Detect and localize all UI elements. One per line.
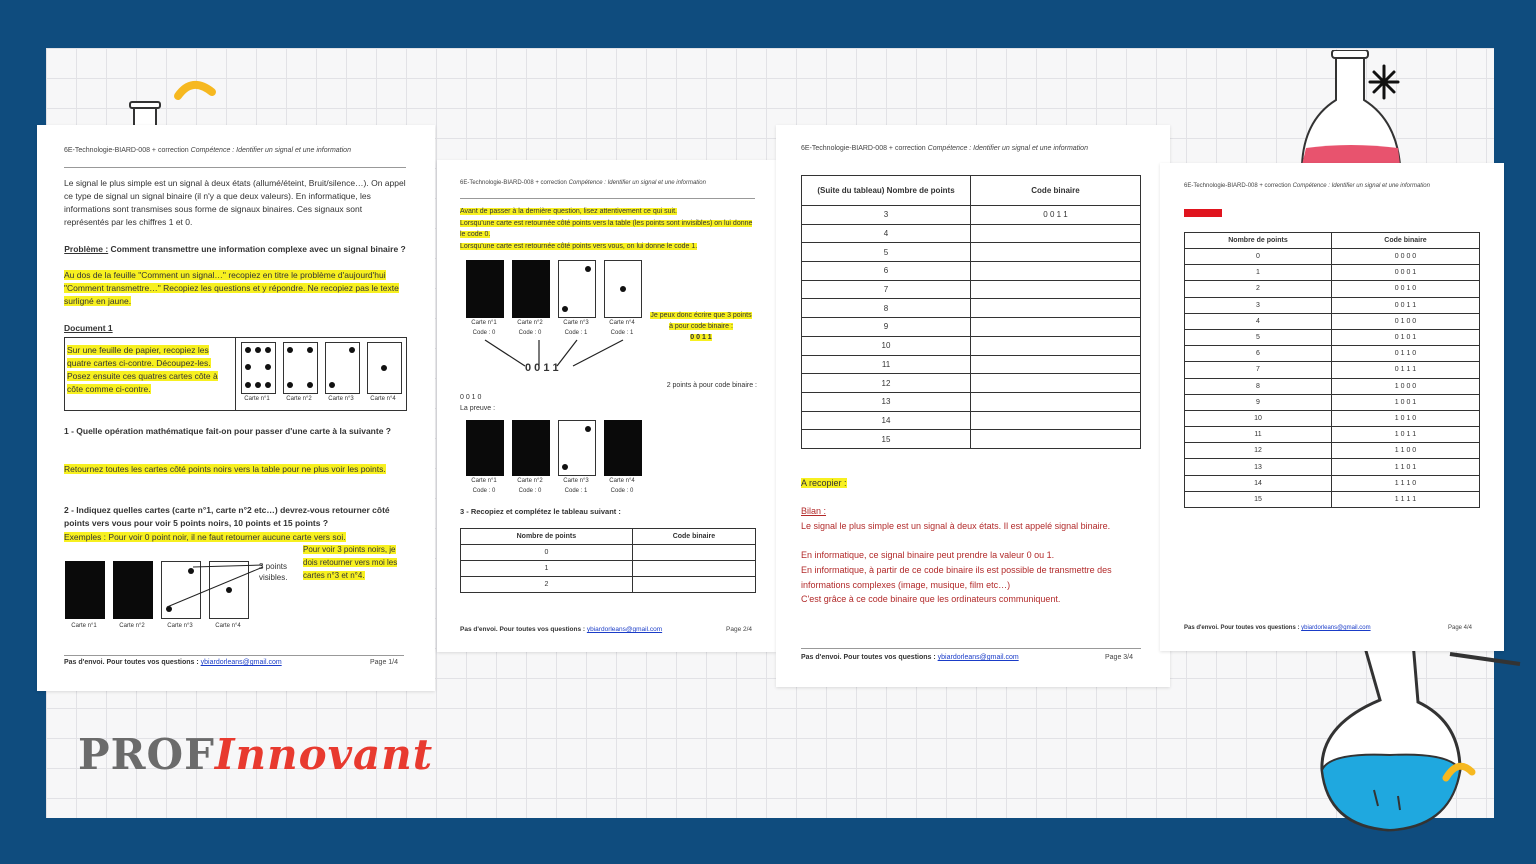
table-row xyxy=(1185,410,1480,426)
card-1 xyxy=(241,342,276,394)
card-label: Carte n°3 xyxy=(167,623,193,629)
page-header xyxy=(460,180,706,186)
question-3: 3 - Recopiez et complétez le tableau suivant : xyxy=(460,507,621,516)
table-cell xyxy=(971,392,1141,411)
table-cell: 4 xyxy=(802,224,971,243)
table-cell: 6 xyxy=(802,262,971,281)
table-cell: 1 xyxy=(461,561,633,577)
example-highlight: Exemples : Pour voir 0 point noir, il ne faut retourner aucune carte vers soi. xyxy=(64,532,346,542)
card-code: Code : 0 xyxy=(518,488,542,494)
document-page-3 xyxy=(776,125,1170,687)
table-row xyxy=(802,280,1141,299)
note-2: 2 points à pour code binaire : xyxy=(666,382,757,389)
preuve-label: La preuve : xyxy=(460,405,496,412)
table-row xyxy=(1185,378,1480,394)
col-header: (Suite du tableau) Nombre de points xyxy=(802,176,971,206)
bilan-line: Le signal le plus simple est un signal à deux états. Il est appelé signal binaire. xyxy=(801,521,1111,531)
card-2-flipped xyxy=(113,561,153,619)
col-header: Nombre de points xyxy=(1185,233,1332,249)
table-cell: 11 xyxy=(802,355,971,374)
table-row xyxy=(1185,329,1480,345)
footer-email-link[interactable]: ybiardorleans@gmail.com xyxy=(937,654,1019,661)
table-cell: 3 xyxy=(1185,297,1332,313)
table-cell: 0 0 1 1 xyxy=(971,206,1141,225)
table-cell: 2 xyxy=(461,577,633,593)
highlight-line-3 xyxy=(460,241,755,252)
note-1-highlight: Je peux donc écrire que 3 points à pour code binaire : xyxy=(650,312,752,330)
example-2-highlight: Pour voir 3 points noirs, je dois retourner vers moi les cartes n°3 et n°4. xyxy=(303,545,398,580)
question-1: 1 - Quelle opération mathématique fait-on pour passer d'une carte à la suivante ? xyxy=(64,426,391,436)
header-competence: Compétence : Identifier un signal et une information xyxy=(1292,183,1430,189)
card-4 xyxy=(367,342,402,394)
table-row xyxy=(802,392,1141,411)
table-row xyxy=(1185,346,1480,362)
card-4-flipped xyxy=(604,420,642,476)
table-cell: 0 xyxy=(1185,249,1332,265)
table-cell: 0 0 0 0 xyxy=(1332,249,1480,265)
card-4-visible xyxy=(604,260,642,318)
flask-blue-icon xyxy=(1300,630,1530,835)
footer-rule xyxy=(801,648,1141,649)
intro-text: Le signal le plus simple est un signal à deux états (allumé/éteint, Bruit/silence…). On appel ce type de signal un signal binaire (il n'y a que deux valeurs). En informatique, les informations sont transmises sous forme de signaux binaires. Ces signaux sont représentés par les chiffres 1 et 0. xyxy=(64,178,406,227)
table-row xyxy=(1185,491,1480,507)
table-row xyxy=(461,545,756,561)
page-header xyxy=(801,145,1088,152)
card-1-flipped xyxy=(466,420,504,476)
card-label: Carte n°1 xyxy=(471,478,497,484)
card-2 xyxy=(283,342,318,394)
document-page-4 xyxy=(1160,163,1504,651)
page-footer xyxy=(801,654,1019,661)
document-divider xyxy=(235,338,236,410)
header-competence: Compétence : Identifier un signal et une information xyxy=(927,145,1088,152)
table-cell: 2 xyxy=(1185,281,1332,297)
table-row xyxy=(802,243,1141,262)
table-cell: 10 xyxy=(1185,410,1332,426)
header-rule xyxy=(460,198,755,199)
table-cell: 0 0 1 0 xyxy=(1332,281,1480,297)
points-table-continued xyxy=(801,175,1141,449)
binary-table-correction xyxy=(1184,232,1480,508)
table-cell: 9 xyxy=(802,318,971,337)
col-header: Code binaire xyxy=(971,176,1141,206)
table-row xyxy=(802,262,1141,281)
probleme-label: Problème : xyxy=(64,244,109,254)
table-row xyxy=(461,577,756,593)
card-code: Code : 0 xyxy=(518,330,542,336)
page-header xyxy=(64,147,351,154)
header-prefix: 6E-Technologie-BIARD-008 + correction xyxy=(1184,183,1293,189)
card-label: Carte n°2 xyxy=(517,478,543,484)
card-label: Carte n°4 xyxy=(609,320,635,326)
bilan-line: En informatique, ce signal binaire peut prendre la valeur 0 ou 1. xyxy=(801,550,1055,560)
card-label: Carte n°3 xyxy=(563,320,589,326)
card-label: Carte n°1 xyxy=(244,396,270,402)
table-cell: 1 1 0 0 xyxy=(1332,443,1480,459)
table-cell: 0 1 0 1 xyxy=(1332,329,1480,345)
bilan-label: Bilan : xyxy=(801,506,827,516)
table-row xyxy=(1185,443,1480,459)
header-prefix: 6E-Technologie-BIARD-008 + correction xyxy=(460,180,569,186)
footer-rule xyxy=(64,655,404,656)
table-row xyxy=(802,336,1141,355)
answer-1-highlight: Retournez toutes les cartes côté points noirs vers la table pour ne plus voir les points. xyxy=(64,464,386,474)
table-cell: 0 1 1 0 xyxy=(1332,346,1480,362)
highlight-2: Lorsqu'une carte est retournée côté points vers la table (les points sont invisibles) on lui donne le code 0. xyxy=(460,220,753,238)
footer-email-link[interactable]: ybiardorleans@gmail.com xyxy=(200,659,282,666)
table-cell: 4 xyxy=(1185,313,1332,329)
table-row xyxy=(1185,313,1480,329)
header-competence: Compétence : Identifier un signal et une information xyxy=(568,180,706,186)
points-table xyxy=(460,528,756,593)
document-page-1 xyxy=(37,125,435,691)
table-cell: 1 1 1 1 xyxy=(1332,491,1480,507)
table-cell xyxy=(971,374,1141,393)
header-prefix: 6E-Technologie-BIARD-008 + correction xyxy=(64,147,191,154)
table-row xyxy=(802,206,1141,225)
card-label: Carte n°1 xyxy=(71,623,97,629)
table-row xyxy=(1185,281,1480,297)
probleme-text xyxy=(64,243,406,256)
recopier-highlight: A recopier : xyxy=(801,478,847,488)
table-row xyxy=(802,374,1141,393)
probleme-question: Comment transmettre une information complexe avec un signal binaire ? xyxy=(108,244,406,254)
table-cell: 14 xyxy=(1185,475,1332,491)
card-code: Code : 1 xyxy=(610,330,634,336)
example-2-text xyxy=(303,543,407,582)
card-label: Carte n°4 xyxy=(215,623,241,629)
table-cell: 6 xyxy=(1185,346,1332,362)
table-cell: 1 0 1 0 xyxy=(1332,410,1480,426)
table-cell: 13 xyxy=(1185,459,1332,475)
table-cell xyxy=(971,280,1141,299)
table-cell: 0 1 1 1 xyxy=(1332,362,1480,378)
table-cell: 11 xyxy=(1185,427,1332,443)
highlight-line-2 xyxy=(460,218,755,240)
bilan-line: En informatique, à partir de ce code binaire ils est possible de transmettre des informations complexes (image, musique, film etc…) xyxy=(801,565,1112,590)
table-cell: 0 1 0 0 xyxy=(1332,313,1480,329)
card-3 xyxy=(325,342,360,394)
table-cell xyxy=(971,243,1141,262)
note-2-code: 0 0 1 0 xyxy=(460,394,482,401)
page-number: Page 2/4 xyxy=(726,626,753,633)
table-cell: 1 0 1 1 xyxy=(1332,427,1480,443)
page-footer xyxy=(460,626,662,633)
card-label: Carte n°4 xyxy=(609,478,635,484)
table-row xyxy=(1185,265,1480,281)
table-cell xyxy=(632,577,755,593)
card-1-flipped xyxy=(466,260,504,318)
col-header: Nombre de points xyxy=(461,529,633,545)
page-number: Page 3/4 xyxy=(1105,654,1134,661)
highlight-line-1 xyxy=(460,206,755,217)
arrows-3-points xyxy=(157,557,267,621)
card-code: Code : 1 xyxy=(564,330,588,336)
table-row xyxy=(461,561,756,577)
table-cell: 1 0 0 0 xyxy=(1332,378,1480,394)
card-label: Carte n°2 xyxy=(119,623,145,629)
table-cell: 0 0 0 1 xyxy=(1332,265,1480,281)
table-cell: 10 xyxy=(802,336,971,355)
footer-text: Pas d'envoi. Pour toutes vos questions : xyxy=(801,654,938,661)
table-cell xyxy=(632,545,755,561)
table-cell: 5 xyxy=(1185,329,1332,345)
card-label: Carte n°1 xyxy=(471,320,497,326)
answer-1 xyxy=(64,463,406,476)
table-cell xyxy=(971,224,1141,243)
table-cell: 8 xyxy=(1185,378,1332,394)
col-header: Code binaire xyxy=(1332,233,1480,249)
consigne-highlight: Au dos de la feuille "Comment un signal…" recopiez en titre le problème d'aujourd'hui "Comment transmettre…" Recopiez les questions et y répondre. Ne recopiez pas le texte surligné en jaune. xyxy=(64,270,399,306)
table-cell: 12 xyxy=(802,374,971,393)
table-row xyxy=(802,318,1141,337)
card-3-visible xyxy=(558,260,596,318)
visible-label: 3 points visibles. xyxy=(259,562,288,582)
card-1-flipped xyxy=(65,561,105,619)
table-cell: 13 xyxy=(802,392,971,411)
recopier-label xyxy=(801,477,847,490)
page-header xyxy=(1184,183,1430,189)
footer-email-link[interactable]: ybiardorleans@gmail.com xyxy=(586,626,663,633)
highlight-3: Lorsqu'une carte est retournée côté points vers vous, on lui donne le code 1. xyxy=(460,243,698,250)
card-code: Code : 0 xyxy=(472,330,496,336)
table-row xyxy=(1185,249,1480,265)
document-highlight: Sur une feuille de papier, recopiez les quatre cartes ci-contre. Découpez-les. Posez ensuite ces quatres cartes côte à côte comme ci-contre. xyxy=(67,345,218,394)
card-label: Carte n°2 xyxy=(517,320,543,326)
note-1-code: 0 0 1 1 xyxy=(690,334,712,341)
table-cell xyxy=(971,430,1141,449)
document-box xyxy=(64,337,407,411)
table-row xyxy=(1185,297,1480,313)
table-row xyxy=(802,430,1141,449)
table-cell: 1 xyxy=(1185,265,1332,281)
footer-text: Pas d'envoi. Pour toutes vos questions : xyxy=(64,659,201,666)
card-code: Code : 1 xyxy=(564,488,588,494)
table-cell xyxy=(971,355,1141,374)
card-2-flipped xyxy=(512,420,550,476)
table-cell xyxy=(971,299,1141,318)
highlight-1: Avant de passer à la dernière question, lisez attentivement ce qui suit. xyxy=(460,208,677,215)
table-row xyxy=(1185,394,1480,410)
table-cell: 0 xyxy=(461,545,633,561)
table-cell: 3 xyxy=(802,206,971,225)
header-prefix: 6E-Technologie-BIARD-008 + correction xyxy=(801,145,928,152)
card-label: Carte n°4 xyxy=(370,396,396,402)
page-footer xyxy=(64,659,282,666)
table-cell: 7 xyxy=(802,280,971,299)
document-title: Document 1 xyxy=(64,323,113,333)
table-row xyxy=(802,299,1141,318)
table-cell: 12 xyxy=(1185,443,1332,459)
card-code: Code : 0 xyxy=(610,488,634,494)
table-row xyxy=(1185,459,1480,475)
header-rule xyxy=(64,167,406,168)
table-cell xyxy=(971,318,1141,337)
table-cell xyxy=(632,561,755,577)
document-text xyxy=(67,344,232,396)
bilan-line: C'est grâce à ce code binaire que les ordinateurs communiquent. xyxy=(801,594,1061,604)
page-number: Page 1/4 xyxy=(370,659,399,666)
table-cell xyxy=(971,411,1141,430)
table-cell: 15 xyxy=(802,430,971,449)
table-cell xyxy=(971,262,1141,281)
document-page-2 xyxy=(437,160,776,652)
brand-logo-part2: Innovant xyxy=(214,730,434,779)
table-cell: 8 xyxy=(802,299,971,318)
card-label: Carte n°3 xyxy=(328,396,354,402)
table-cell: 7 xyxy=(1185,362,1332,378)
brand-logo-part1: PROF xyxy=(78,730,215,779)
table-cell: 1 1 0 1 xyxy=(1332,459,1480,475)
footer-email-link[interactable]: ybiardorleans@gmail.com xyxy=(1301,625,1371,631)
table-row xyxy=(802,411,1141,430)
card-label: Carte n°2 xyxy=(286,396,312,402)
page-footer xyxy=(1184,625,1371,631)
card-label: Carte n°3 xyxy=(563,478,589,484)
table-cell: 5 xyxy=(802,243,971,262)
note-1 xyxy=(649,310,753,343)
table-cell: 9 xyxy=(1185,394,1332,410)
col-header: Code binaire xyxy=(632,529,755,545)
table-row xyxy=(1185,362,1480,378)
question-2: 2 - Indiquez quelles cartes (carte n°1, carte n°2 etc…) devrez-vous retourner côté points vers vous pour voir 5 points noirs, 10 points et 15 points ? xyxy=(64,505,390,528)
header-competence: Compétence : Identifier un signal et une information xyxy=(190,147,351,154)
table-cell xyxy=(971,336,1141,355)
card-code: Code : 0 xyxy=(472,488,496,494)
card-2-flipped xyxy=(512,260,550,318)
binary-result: 0 0 1 1 xyxy=(525,362,559,374)
correction-marker xyxy=(1184,209,1222,217)
table-row xyxy=(1185,475,1480,491)
brand-logo xyxy=(78,730,433,779)
footer-text: Pas d'envoi. Pour toutes vos questions : xyxy=(460,626,587,633)
flask-pink-icon xyxy=(1300,50,1410,165)
table-row xyxy=(802,224,1141,243)
table-cell: 1 1 1 0 xyxy=(1332,475,1480,491)
table-cell: 0 0 1 1 xyxy=(1332,297,1480,313)
card-3-visible xyxy=(558,420,596,476)
footer-text: Pas d'envoi. Pour toutes vos questions : xyxy=(1184,625,1302,631)
table-row xyxy=(1185,427,1480,443)
table-cell: 14 xyxy=(802,411,971,430)
consigne-text xyxy=(64,269,406,308)
table-cell: 1 0 0 1 xyxy=(1332,394,1480,410)
table-row xyxy=(802,355,1141,374)
page-number: Page 4/4 xyxy=(1448,625,1473,631)
table-cell: 15 xyxy=(1185,491,1332,507)
